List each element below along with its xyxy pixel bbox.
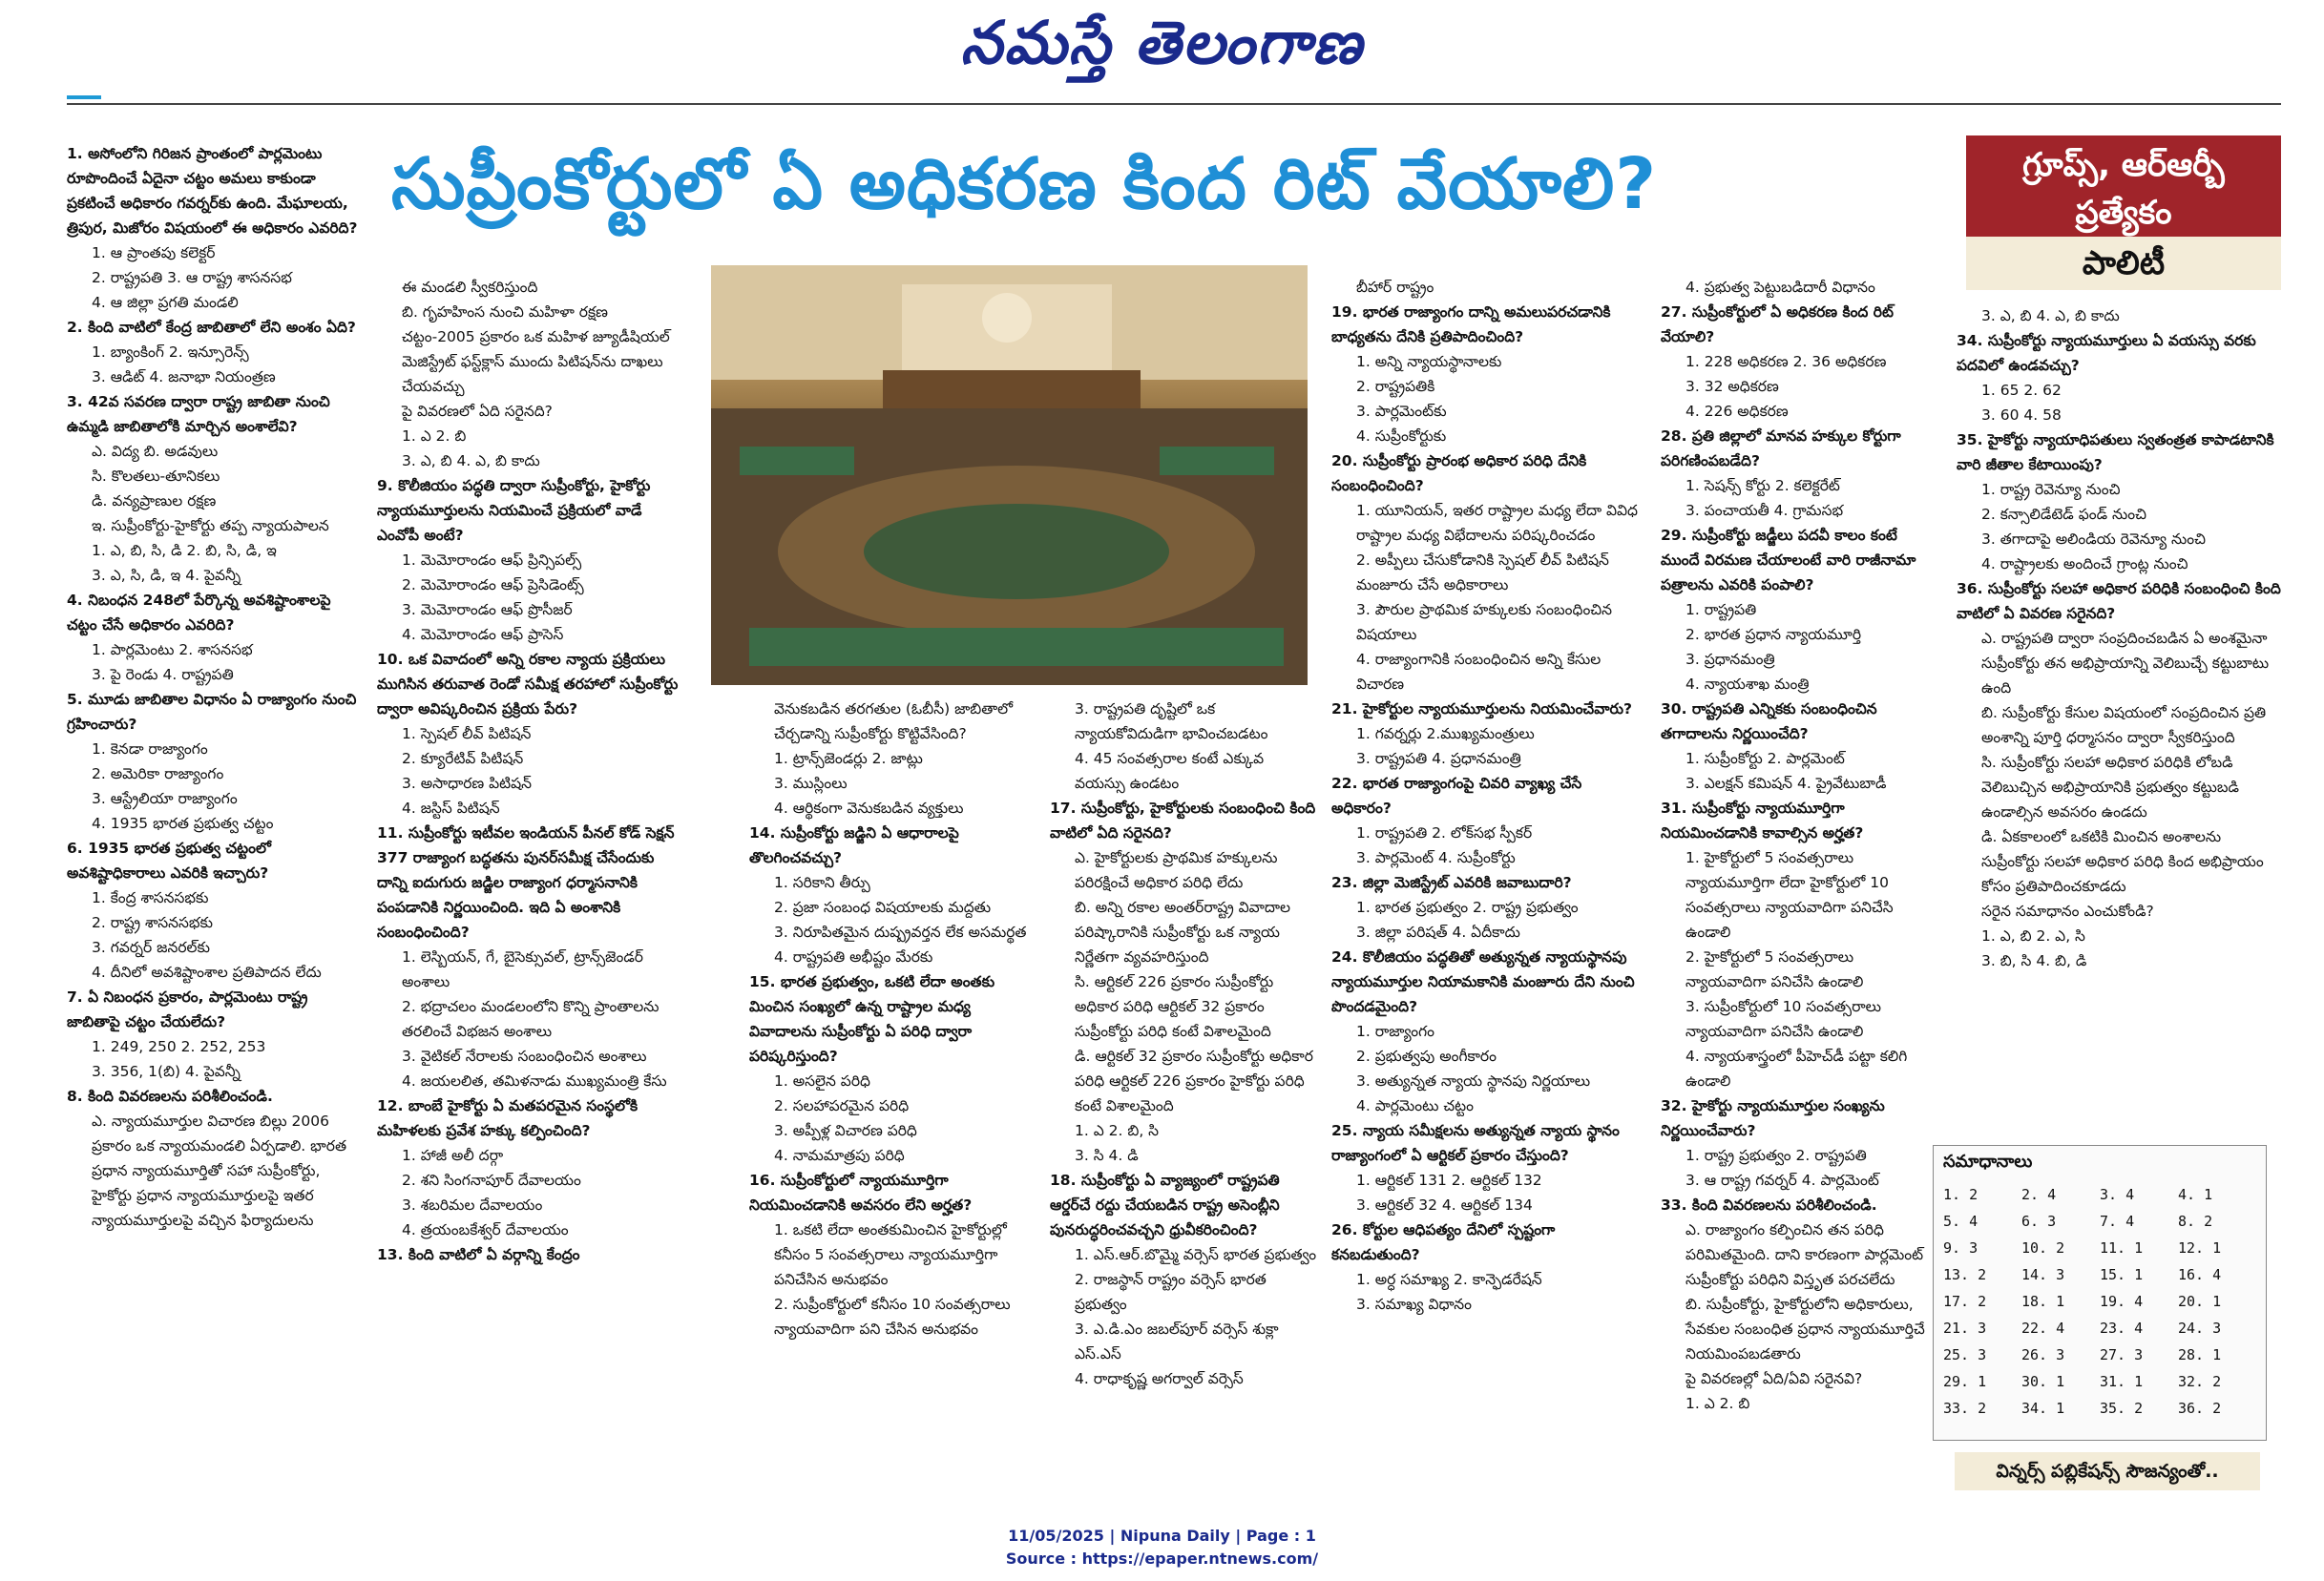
answer-option: 1. ఎ, బి, సి, డి 2. బి, సి, డి, ఇ [92,542,277,559]
answer-key-item: 2. 4 [2021,1186,2057,1203]
answer-option: 2. రాజస్థాన్ రాష్ట్రం వర్సెస్ భారత ప్రభుత్వం [1075,1271,1267,1313]
answer-key-item: 31. 1 [2100,1373,2144,1390]
question-text: 8. కింది వివరణలను పరిశీలించండి. [67,1088,273,1105]
newspaper-logo: నమస్తే తెలంగాణ [960,8,1364,77]
answer-option: 3. శబరిమల దేవాలయం [402,1196,543,1214]
question-column-1 [67,141,358,1477]
answer-option: 1. హాజీ అలీ దర్గా [402,1147,504,1164]
answer-key-item: 33. 2 [1943,1400,1987,1417]
answer-option: 2. ప్రజా సంబంధ విషయాలకు మద్దతు [774,899,992,916]
answer-option: 3. రాష్ట్రపతి దృష్టిలో ఒక న్యాయకోవిదుడిగా భావించబడటం [1075,700,1268,742]
question-column-5 [1331,275,1646,1477]
answer-option: 1. పార్లమెంటు 2. శాసనసభ [92,641,253,658]
answer-option: ఎ. రాష్ట్రపతి ద్వారా సంప్రదించబడిన ఏ అంశమైనా సుప్రీంకోర్టు తన అభిప్రాయాన్ని వెలిబుచ్చే కట్టుబాటు ఉంది [1981,630,2270,697]
answer-option: 1. ఎ 2. బి [1685,1395,1750,1412]
question-text: 10. ఒక వివాదంలో అన్ని రకాల న్యాయ ప్రక్రియలు ముగిసిన తరువాత రెండో సమీక్ష తరహాలో సుప్రీంకోర్టు ద్వారా అవిష్కరించిన ప్రక్రియ పేరు? [377,651,679,718]
answer-option: 4. న్యాయశాఖ మంత్రి [1685,676,1810,693]
answer-option: 1. లెస్బియన్, గే, బైసెక్సువల్, ట్రాన్స్‌జెండర్ అంశాలు [402,948,643,990]
answer-option: డి. ఆర్టికల్ 32 ప్రకారం సుప్రీంకోర్టు అధికార పరిధి ఆర్టికల్ 226 ప్రకారం హైకోర్టు పరిధి కంటే విశాలమైంది [1075,1048,1313,1114]
answer-option: 1. అన్ని న్యాయస్థానాలకు [1356,353,1502,370]
answer-option: సి. కొలతలు-తూనికలు [92,468,220,485]
answer-option: 1. గవర్నర్లు 2.ముఖ్యమంత్రులు [1356,725,1535,742]
answer-option: 4. త్రయంబకేశ్వర్ దేవాలయం [402,1221,569,1238]
answer-option: 3. అప్పీళ్ల విచారణ పరిధి [774,1122,917,1139]
answer-option: 3. సుప్రీంకోర్టులో 10 సంవత్సరాలు న్యాయవాదిగా పనిచేసి ఉండాలి [1685,998,1881,1040]
question-text: 6. 1935 భారత ప్రభుత్వ చట్టంలో అవశిష్టాధికారాలు ఎవరికి ఇచ్చారు? [67,840,271,882]
question-text: 28. ప్రతి జిల్లాలో మానవ హక్కుల కోర్టుగా పరిగణింపబడేది? [1661,427,1901,469]
question-text: 16. సుప్రీంకోర్టులో న్యాయమూర్తిగా నియమించడానికి అవసరం లేని అర్హత? [749,1172,973,1214]
answer-key-item: 13. 2 [1943,1266,1987,1283]
question-text: 2. కింది వాటిలో కేంద్ర జాబితాలో లేని అంశం ఏది? [67,319,356,336]
question-text: 17. సుప్రీంకోర్టు, హైకోర్టులకు సంబంధించి కింది వాటిలో ఏది సరైనది? [1050,800,1316,842]
answer-option: 1. ఎ, బి 2. ఎ, సి [1981,927,2085,945]
special-line2: ప్రత్యేకం [2075,194,2172,232]
answer-option: ఎ. విద్య బి. అడవులు [92,443,219,460]
answer-option: 3. మెమోరాండం ఆఫ్ ప్రొసీజర్ [402,601,573,618]
question-text: 5. మూడు జాబితాల విధానం ఏ రాజ్యాంగం నుంచి గ్రహించారు? [67,691,357,733]
answer-option: బి. సుప్రీంకోర్టు కేసుల విషయంలో సంప్రదించిన ప్రతి అంశాన్ని పూర్తి ధర్మాసనం ద్వారా స్వీకరిస్తుంది [1981,704,2267,746]
answer-option: 1. ఎస్.ఆర్.బొమ్మై వర్సెస్ భారత ప్రభుత్వం [1075,1246,1317,1263]
answer-option: 1. భారత ప్రభుత్వం 2. రాష్ట్ర ప్రభుత్వం [1356,899,1579,916]
question-text: 31. సుప్రీంకోర్టు న్యాయమూర్తిగా నియమించడానికి కావాల్సిన అర్హత? [1661,800,1864,842]
answer-key [1933,1145,2267,1441]
answer-option: 2. ప్రభుత్వపు అంగీకారం [1356,1048,1497,1065]
answer-option: 1. కెనడా రాజ్యాంగం [92,740,208,758]
section-label: పాలిటీ [1966,237,2281,290]
answer-option: 4. ఆ జిల్లా ప్రగతి మండలి [92,294,239,311]
answer-option: డి. వన్యప్రాణుల రక్షణ [92,492,217,510]
answer-option: 1. మెమోరాండం ఆఫ్ ప్రిన్సిపల్స్ [402,551,582,569]
special-banner [1966,135,2281,240]
question-text: 26. కోర్టుల ఆధిపత్యం దేనిలో స్పష్టంగా కనబడుతుంది? [1331,1221,1556,1263]
answer-key-item: 35. 2 [2100,1400,2144,1417]
question-text: 21. హైకోర్టుల న్యాయమూర్తులను నియమించేవారు? [1331,700,1632,718]
answer-option: బీహార్ రాష్ట్రం [1356,279,1434,296]
answer-option: 1. ఆ ప్రాంతపు కలెక్టర్ [92,244,216,261]
answer-option: ఎ. రాజ్యాంగం కల్పించిన తన పరిధి పరిమితమైంది. దాని కారణంగా పార్లమెంట్ సుప్రీంకోర్టు పరిధిని విస్తృత పరచలేదు [1685,1221,1924,1288]
answer-key-item: 17. 2 [1943,1293,1987,1310]
answer-option: 1. రాష్ట్రపతి [1685,601,1757,618]
answer-option: 1. హైకోర్టులో 5 సంవత్సరాలు న్యాయమూర్తిగా లేదా హైకోర్టులో 10 సంవత్సరాలు న్యాయవాదిగా పనిచేసి ఉండాలి [1685,849,1894,941]
answer-option: 1. 228 అధికరణ 2. 36 అధికరణ [1685,353,1887,370]
question-text: 36. సుప్రీంకోర్టు సలహా అధికార పరిధికి సంబంధించి కింది వాటిలో ఏ వివరణ సరైనది? [1957,580,2281,622]
answer-option: 1. సెషన్స్ కోర్టు 2. కలెక్టరేట్ [1685,477,1840,494]
answer-option: 3. అసాధారణ పిటిషన్ [402,775,533,792]
question-text: 32. హైకోర్టు న్యాయమూర్తుల సంఖ్యను నిర్ణయించేవారు? [1661,1097,1885,1139]
answer-option: 4. ప్రభుత్వ పెట్టుబడిదారీ విధానం [1685,279,1875,296]
answer-option: 2. మెమోరాండం ఆఫ్ ప్రెసిడెంట్స్ [402,576,584,593]
answer-key-item: 25. 3 [1943,1346,1987,1363]
answer-option: 3. పౌరుల ప్రాథమిక హక్కులకు సంబంధించిన విషయాలు [1356,601,1613,643]
answer-option: 3. పంచాయతీ 4. గ్రామసభ [1685,502,1844,519]
footer-date-line: 11/05/2025 | Nipuna Daily | Page : 1 [1008,1527,1316,1545]
answer-option: 2. హైకోర్టులో 5 సంవత్సరాలు న్యాయవాదిగా పనిచేసి ఉండాలి [1685,948,1864,990]
answer-option: పై వివరణల్లో ఏది/ఏవి సరైనవి? [1685,1370,1863,1387]
question-text: 7. ఏ నిబంధన ప్రకారం, పార్లమెంటు రాష్ట్ర జాబితాపై చట్టం చేయలేదు? [67,988,308,1030]
answer-key-item: 30. 1 [2021,1373,2065,1390]
answer-option: 2. భారత ప్రధాన న్యాయమూర్తి [1685,626,1862,643]
answer-option: 4. 226 అధికరణ [1685,403,1789,420]
answer-option: 4. రాజ్యాంగానికి సంబంధించిన అన్ని కేసుల విచారణ [1356,651,1602,693]
answer-option: 3. 32 అధికరణ [1685,378,1779,395]
answer-option: 1. అసలైన పరిధి [774,1072,870,1090]
question-text: 35. హైకోర్టు న్యాయాధిపతులు స్వతంత్రత కాపాడటానికి వారి జీతాల కేటాయింపు? [1957,431,2274,473]
question-text: 33. కింది వివరణలను పరిశీలించండి. [1661,1196,1877,1214]
page-footer [0,1525,2324,1571]
answer-option: 3. ఎ, బి 4. ఎ, బి కాదు [402,452,540,469]
answer-option: 3. పై రెండు 4. రాష్ట్రపతి [92,666,234,683]
question-text: 20. సుప్రీంకోర్టు ప్రారంభ అధికార పరిధి దేనికి సంబంధించింది? [1331,452,1587,494]
answer-option: 2. క్యూరేటివ్ పిటిషన్ [402,750,524,767]
question-column-4 [1050,697,1317,1479]
answer-option: 4. నామమాత్రపు పరిధి [774,1147,905,1164]
answer-key-title: సమాధానాలు [1943,1152,2033,1172]
answer-option: 4. పార్లమెంటు చట్టం [1356,1097,1475,1114]
answer-option: 4. సుప్రీంకోర్టుకు [1356,427,1447,445]
answer-key-item: 28. 1 [2178,1346,2222,1363]
answer-key-item: 1. 2 [1943,1186,1979,1203]
question-column-3 [749,697,1036,1479]
answer-option: 4. మెమోరాండం ఆఫ్ ప్రాసెస్ [402,626,564,643]
answer-key-item: 11. 1 [2100,1239,2144,1257]
answer-option: 2. సుప్రీంకోర్టులో కనీసం 10 సంవత్సరాలు న్యాయవాదిగా పని చేసిన అనుభవం [774,1296,1011,1338]
question-text: 18. సుప్రీంకోర్టు ఏ వ్యాజ్యంలో రాష్ట్రపతి ఆర్డర్‌చే రద్దు చేయబడిన రాష్ట్ర అసెంబ్లీని పునరుద్ధరించవచ్చని ధ్రువీకరించింది? [1050,1172,1280,1238]
answer-key-item: 5. 4 [1943,1213,1979,1230]
answer-key-item: 16. 4 [2178,1266,2222,1283]
answer-option: 3. ప్రధానమంత్రి [1685,651,1775,668]
answer-key-item: 23. 4 [2100,1320,2144,1337]
answer-option: 1. రాష్ట్ర ప్రభుత్వం 2. రాష్ట్రపతి [1685,1147,1867,1164]
masthead [0,0,2324,95]
answer-key-item: 7. 4 [2100,1213,2135,1230]
answer-option: 2. అప్పీలు చేసుకోడానికి స్పెషల్ లీవ్ పిటిషన్ మంజూరు చేసే అధికారాలు [1356,551,1609,593]
question-column-6 [1661,275,1937,1477]
answer-key-item: 19. 4 [2100,1293,2144,1310]
question-text: 34. సుప్రీంకోర్టు న్యాయమూర్తులు ఏ వయస్సు వరకు పదవిలో ఉండవచ్చు? [1957,332,2256,374]
question-text: 22. భారత రాజ్యాంగంపై చివరి వ్యాఖ్య చేసే అధికారం? [1331,775,1582,817]
answer-option: 3. 356, 1(బి) 4. పైవన్నీ [92,1063,241,1080]
answer-option: 3. ఆర్టికల్ 32 4. ఆర్టికల్ 134 [1356,1196,1533,1214]
answer-option: 2. అమెరికా రాజ్యాంగం [92,765,224,782]
answer-option: 3. ముస్లింలు [774,775,848,792]
answer-option: 1. ఎ 2. బి, సి [1075,1122,1160,1139]
answer-option: 3. నిరూపితమైన దుష్ప్రవర్తన లేక అసమర్థత [774,924,1027,941]
answer-option: 3. ఆడిట్ 4. జనాభా నియంత్రణ [92,368,276,385]
answer-option: 2. రాష్ట్రపతి 3. ఆ రాష్ట్ర శాసనసభ [92,269,292,286]
answer-key-item: 9. 3 [1943,1239,1979,1257]
answer-option: 4. 1935 భారత ప్రభుత్వ చట్టం [92,815,274,832]
question-column-2 [377,275,682,1477]
answer-option: 1. రాజ్యాంగం [1356,1023,1434,1040]
special-line1: గ్రూప్స్, ఆర్ఆర్బీ [2022,146,2225,184]
answer-option: ఈ మండలి స్వీకరిస్తుంది [402,279,538,296]
answer-option: 3. సి 4. డి [1075,1147,1139,1164]
answer-option: 2. రాష్ట్ర శాసనసభకు [92,914,213,931]
question-text: 23. జిల్లా మెజిస్ట్రేట్ ఎవరికి జవాబుదారి? [1331,874,1572,891]
answer-option: 1. కేంద్ర శాసనసభకు [92,889,209,906]
answer-option: 4. జయలలిత, తమిళనాడు ముఖ్యమంత్రి కేసు [402,1072,667,1090]
answer-option: 1. యూనియన్, ఇతర రాష్ట్రాల మధ్య లేదా వివిధ రాష్ట్రాల మధ్య విభేదాలను పరిష్కరించడం [1356,502,1638,544]
answer-key-item: 15. 1 [2100,1266,2144,1283]
answer-option: 3. గవర్నర్ జనరల్‌కు [92,939,210,956]
answer-option: 3. సమాఖ్య విధానం [1356,1296,1472,1313]
answer-key-grid [1934,1181,2266,1422]
answer-option: 3. ఎలక్షన్ కమిషన్ 4. ప్రైవేటుబాడీ [1685,775,1887,792]
question-text: 19. భారత రాజ్యాంగం దాన్ని అమలుపరచడానికి బాధ్యతను దేనికి ప్రతిపాదించింది? [1331,303,1611,345]
answer-key-item: 22. 4 [2021,1320,2065,1337]
answer-option: 1. ఒకటి లేదా అంతకుమించిన హైకోర్టుల్లో కనీసం 5 సంవత్సరాలు న్యాయమూర్తిగా పనిచేసిన అనుభవం [774,1221,1007,1288]
answer-option: 4. ఆర్థికంగా వెనుకబడిన వ్యక్తులు [774,800,964,817]
answer-option: బి. సుప్రీంకోర్టు, హైకోర్టులోని అధికారులు, సేవకుల సంబంధిత ప్రధాన న్యాయమూర్తిచే నియమింపబడతారు [1685,1296,1925,1363]
answer-option: 1. ఎ 2. బి [402,427,467,445]
question-text: 15. భారత ప్రభుత్వం, ఒకటి లేదా అంతకు మించిన సంఖ్యలో ఉన్న రాష్ట్రాల మధ్య వివాదాలను సుప్రీంకోర్టు ఏ పరిధి ద్వారా పరిష్కరిస్తుంది? [749,973,995,1065]
question-text: 9. కొలీజియం పద్ధతి ద్వారా సుప్రీంకోర్టు, హైకోర్టు న్యాయమూర్తులను నియమించే ప్రక్రియలో వాడే ఎంవోపీ అంటే? [377,477,651,544]
question-text: 12. బాంబే హైకోర్టు ఏ మతపరమైన సంస్థలోకి మహిళలకు ప్రవేశ హక్కు కల్పించింది? [377,1097,639,1139]
answer-key-item: 8. 2 [2178,1213,2213,1230]
question-text: 11. సుప్రీంకోర్టు ఇటీవల ఇండియన్ పీనల్ కోడ్ సెక్షన్ 377 రాజ్యాంగ బద్ధతను పునర్‌సమీక్ష చేసేందుకు దాన్ని ఐదుగురు జడ్జిల రాజ్యాంగ ధర్మాసనానికి పంపడానికి నిర్ణయించింది. ఇది ఏ అంశానికి సంబంధించింది? [377,824,675,941]
answer-option: 3. రాష్ట్రపతి 4. ప్రధానమంత్రి [1356,750,1521,767]
answer-option: ఎ. న్యాయమూర్తుల విచారణ బిల్లు 2006 ప్రకారం ఒక న్యాయమండలి ఏర్పడాలి. భారత ప్రధాన న్యాయమూర్తితో సహా సుప్రీంకోర్టు, హైకోర్టు ప్రధాన న్యాయమూర్తులపై ఇతర న్యాయమూర్తులపై వచ్చిన ఫిర్యాదులను [92,1113,347,1229]
answer-option: 1. రాష్ట్రపతి 2. లోక్‌సభ స్పీకర్ [1356,824,1533,842]
answer-option: సి. సుప్రీంకోర్టు సలహా అధికార పరిధికి లోబడి వెలిబుచ్చిన అభిప్రాయానికి ప్రభుత్వం కట్టుబడి ఉండాల్సిన అవసరం ఉండదు [1981,754,2239,821]
answer-option: సరైన సమాధానం ఎంచుకోండి? [1981,903,2154,920]
answer-key-item: 10. 2 [2021,1239,2065,1257]
answer-option: 4. రాష్ట్రాలకు అందించే గ్రాంట్ల నుంచి [1981,555,2188,572]
answer-option: 3. 60 4. 58 [1981,406,2062,424]
answer-option: 1. 65 2. 62 [1981,382,2062,399]
answer-option: 2. భద్రాచలం మండలంలోని కొన్ని ప్రాంతాలను తరలించే విభజన అంశాలు [402,998,660,1040]
answer-option: 4. న్యాయశాస్త్రంలో పీహెచ్‌డీ పట్టా కలిగి ఉండాలి [1685,1048,1908,1090]
answer-option: 1. రాష్ట్ర రెవెన్యూ నుంచి [1981,481,2121,498]
top-rule [67,103,2281,105]
supreme-court-chamber-photo [711,265,1308,685]
answer-option: 2. రాష్ట్రపతికి [1356,378,1435,395]
accent-rule [67,95,101,99]
answer-option: 1. ట్రాన్స్‌జెండర్లు 2. జాట్లు [774,750,923,767]
question-text: 29. సుప్రీంకోర్టు జడ్జీలు పదవీ కాలం కంటే ముందే విరమణ చేయాలంటే వారి రాజీనామా పత్రాలను ఎవరికి పంపాలి? [1661,527,1916,593]
answer-option: 3. జిల్లా పరిషత్ 4. ఏదీకాదు [1356,924,1520,941]
answer-option: 2. సలహాపరమైన పరిధి [774,1097,910,1114]
courtroom-illustration [711,265,1308,685]
answer-option: 1. స్పెషల్ లీవ్ పిటిషన్ [402,725,532,742]
answer-option: 4. రాష్ట్రపతి అభీష్టం మేరకు [774,948,933,966]
answer-key-item: 12. 1 [2178,1239,2222,1257]
courtesy-credit: విన్నర్స్ పబ్లికేషన్స్ సౌజన్యంతో.. [1955,1452,2260,1490]
answer-option: 3. అత్యున్నత న్యాయ స్థానపు నిర్ణయాలు [1356,1072,1591,1090]
answer-option: 3. బి, సి 4. బి, డి [1981,952,2087,969]
answer-option: 1. సరికాని తీర్పు [774,874,870,891]
answer-option: బి. అన్ని రకాల అంతర్‌రాష్ట్ర వివాదాల పరిష్కారానికి సుప్రీంకోర్టు ఒక న్యాయ నిర్ణేతగా వ్యవహరిస్తుంది [1075,899,1291,966]
answer-option: పై వివరణలో ఏది సరైనది? [402,403,553,420]
answer-key-item: 27. 3 [2100,1346,2144,1363]
footer-source-line: Source : https://epaper.ntnews.com/ [1005,1550,1319,1568]
answer-option: 2. కన్సాలిడేటెడ్ ఫండ్ నుంచి [1981,506,2146,523]
question-text: 27. సుప్రీంకోర్టులో ఏ అధికరణ కింద రిట్ వేయాలి? [1661,303,1894,345]
answer-option: 3. ఎ, సి, డి, ఇ 4. పైవన్నీ [92,567,241,584]
answer-key-item: 6. 3 [2021,1213,2057,1230]
answer-key-item: 32. 2 [2178,1373,2222,1390]
answer-option: 4. రాధాకృష్ణ అగర్వాల్ వర్సెస్ [1075,1370,1244,1387]
answer-option: 4. జస్టిస్ పిటిషన్ [402,800,500,817]
answer-key-item: 24. 3 [2178,1320,2222,1337]
question-text: 3. 42వ సవరణ ద్వారా రాష్ట్ర జాబితా నుంచి ఉమ్మడి జాబితాలోకి మార్చిన అంశాలేవి? [67,393,330,435]
question-text: 4. నిబంధన 248లో పేర్కొన్న అవశిష్టాంశాలపై చట్టం చేసే అధికారం ఎవరిది? [67,592,331,634]
answer-option: 3. ఎ.డి.ఎం జబల్‌పూర్ వర్సెస్ శుక్లా ఎస్.ఎస్ [1075,1321,1279,1363]
answer-key-item: 36. 2 [2178,1400,2222,1417]
answer-option: 3. పార్లమెంట్ 4. సుప్రీంకోర్టు [1356,849,1516,866]
answer-key-item: 21. 3 [1943,1320,1987,1337]
answer-option: 1. బ్యాంకింగ్ 2. ఇన్సూరెన్స్ [92,343,249,361]
question-text: 30. రాష్ట్రపతి ఎన్నికకు సంబంధించిన తగాదాలను నిర్ణయించేది? [1661,700,1877,742]
answer-key-item: 18. 1 [2021,1293,2065,1310]
answer-option: సి. ఆర్టికల్ 226 ప్రకారం సుప్రీంకోర్టు అధికార పరిధి ఆర్టికల్ 32 ప్రకారం సుప్రీంకోర్టు పరిధి కంటే విశాలమైంది [1075,973,1274,1040]
question-text: 25. న్యాయ సమీక్షలను అత్యున్నత న్యాయ స్థానం రాజ్యాంగంలో ఏ ఆర్టికల్ ప్రకారం చేస్తుంది? [1331,1122,1620,1164]
answer-option: 3. ఎ, బి 4. ఎ, బి కాదు [1981,307,2120,324]
question-text: 13. కింది వాటిలో ఏ వర్గాన్ని కేంద్రం [377,1246,580,1263]
answer-option: 3. తగాదాపై అలిండియ రెవెన్యూ నుంచి [1981,530,2207,548]
answer-option: వెనుకబడిన తరగతుల (ఓబీసీ) జాబితాలో చేర్చడాన్ని సుప్రీంకోర్టు కొట్టివేసింది? [774,700,1014,742]
answer-option: 4. దీనిలో అవశిష్టాంశాల ప్రతిపాదన లేదు [92,964,322,981]
answer-option: డి. ఏకకాలంలో ఒకటికి మించిన అంశాలను సుప్రీంకోర్టు సలహా అధికార పరిధి కింద అభిప్రాయం కోసం ప్రతిపాదించకూడదు [1981,828,2264,895]
answer-option: 4. 45 సంవత్సరాల కంటే ఎక్కువ వయస్సు ఉండటం [1075,750,1265,792]
question-text: 24. కొలీజియం పద్ధతితో అత్యున్నత న్యాయస్థానపు న్యాయమూర్తుల నియామకానికి మంజూరు దేని నుంచి పొందడమైంది? [1331,948,1635,1015]
answer-option: 1. సుప్రీంకోర్టు 2. పార్లమెంట్ [1685,750,1845,767]
answer-option: 1. ఆర్టికల్ 131 2. ఆర్టికల్ 132 [1356,1172,1542,1189]
answer-option: బి. గృహహింస నుంచి మహిళా రక్షణ చట్టం-2005 ప్రకారం ఒక మహిళ జ్యూడీషియల్ మెజిస్ట్రేట్ ఫస్ట్‌క్లాస్ ముందు పిటిషన్‌ను దాఖలు చేయవచ్చు [402,303,670,395]
answer-key-item: 26. 3 [2021,1346,2065,1363]
page-headline: సుప్రీంకోర్టులో ఏ అధికరణ కింద రిట్ వేయాలి? [391,143,1658,225]
answer-key-item: 29. 1 [1943,1373,1987,1390]
answer-option: 2. శని సింగనాపూర్ దేవాలయం [402,1172,581,1189]
question-text: 1. అసోంలోని గిరిజన ప్రాంతంలో పార్లమెంటు రూపొందించే ఏదైనా చట్టం అమలు కాకుండా ప్రకటించే అధికారం గవర్నర్‌కు ఉంది. మేఘాలయ, త్రిపుర, మిజోరం విషయంలో ఈ అధికారం ఎవరిది? [67,145,358,237]
answer-option: 1. 249, 250 2. 252, 253 [92,1038,266,1055]
question-column-7 [1957,303,2281,1134]
answer-option: ఇ. సుప్రీంకోర్టు-హైకోర్టు తప్ప న్యాయపాలన [92,517,329,534]
answer-key-item: 34. 1 [2021,1400,2065,1417]
answer-option: 3. వైటికల్ నేరాలకు సంబంధించిన అంశాలు [402,1048,647,1065]
answer-option: 3. ఆ రాష్ట్ర గవర్నర్ 4. పార్లమెంట్ [1685,1172,1879,1189]
question-text: 14. సుప్రీంకోర్టు జడ్జిని ఏ ఆధారాలపై తొలగించవచ్చు? [749,824,959,866]
answer-option: 1. అర్ధ సమాఖ్య 2. కాన్ఫెడరేషన్ [1356,1271,1542,1288]
answer-key-item: 20. 1 [2178,1293,2222,1310]
answer-key-item: 14. 3 [2021,1266,2065,1283]
answer-option: 3. పార్లమెంట్‌కు [1356,403,1447,420]
answer-option: ఎ. హైకోర్టులకు ప్రాథమిక హక్కులను పరిరక్షించే అధికార పరిధి లేదు [1075,849,1278,891]
answer-option: 3. ఆస్ట్రేలియా రాజ్యాంగం [92,790,238,807]
answer-key-item: 4. 1 [2178,1186,2213,1203]
answer-key-item: 3. 4 [2100,1186,2135,1203]
